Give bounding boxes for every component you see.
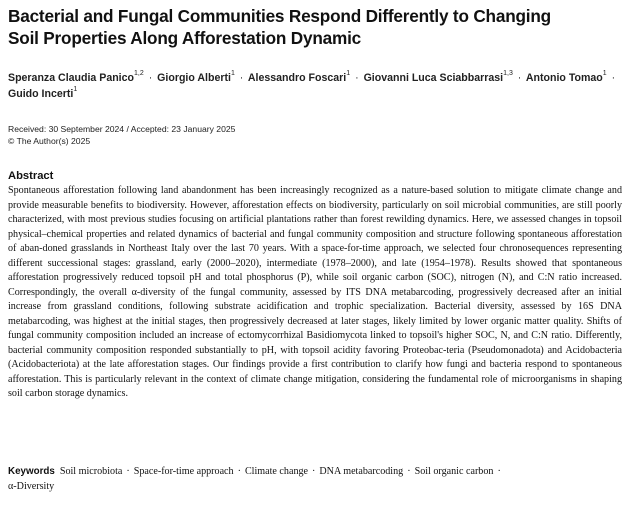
publication-dates xyxy=(8,124,235,147)
author-separator: · xyxy=(611,72,616,84)
author-name: Speranza Claudia Panico xyxy=(8,72,134,84)
keyword: Soil organic carbon xyxy=(414,466,494,477)
title-line: Soil Properties Along Afforestation Dynamic xyxy=(8,28,362,48)
author-affiliation: 1 xyxy=(230,70,235,78)
article-title xyxy=(8,5,623,49)
author-separator: · xyxy=(517,72,522,84)
author-affiliation: 1 xyxy=(73,86,78,94)
copyright-notice: © The Author(s) 2025 xyxy=(8,135,91,146)
author xyxy=(8,88,77,100)
author-name: Giorgio Alberti xyxy=(157,72,231,84)
keyword-separator: · xyxy=(407,466,411,477)
author-separator: · xyxy=(355,72,359,84)
keyword-separator: · xyxy=(497,466,501,477)
author-name: Guido Incerti xyxy=(8,88,74,100)
keyword: α-Diversity xyxy=(8,480,55,492)
author-affiliation: 1 xyxy=(346,70,351,78)
author-affiliation: 1,2 xyxy=(134,70,144,78)
keyword: Soil microbiota xyxy=(59,466,123,477)
author-name: Alessandro Foscari xyxy=(247,72,347,84)
author xyxy=(248,72,350,84)
author xyxy=(8,72,144,84)
abstract-heading: Abstract xyxy=(8,170,54,182)
keyword-separator: · xyxy=(126,466,130,477)
author-affiliation: 1 xyxy=(602,70,607,78)
keyword-separator: · xyxy=(312,466,316,477)
author xyxy=(526,72,607,84)
keyword: DNA metabarcoding xyxy=(319,466,404,477)
keyword-separator: · xyxy=(237,466,241,477)
author xyxy=(157,72,235,84)
author-list xyxy=(8,70,628,102)
received-accepted-dates: Received: 30 September 2024 / Accepted: 23 January 2025 xyxy=(8,124,236,134)
author-name: Giovanni Luca Sciabbarrasi xyxy=(363,72,504,84)
author-separator: · xyxy=(148,72,153,84)
keyword: Climate change xyxy=(244,466,309,477)
author-name: Antonio Tomao xyxy=(525,72,603,84)
keywords-label: Keywords xyxy=(8,466,55,477)
author xyxy=(364,72,513,84)
title-line: Bacterial and Fungal Communities Respond Differently to Changing xyxy=(8,6,551,26)
abstract-text: Spontaneous afforestation following land abandonment has been increasingly recognized as a nature-based solution to mitigate climate change and provide measurable benefits to biodiversity. However, afforestation effects on biodiversity, particularly on soil microbial communities, are still poorly characterized, with most previous studies focusing on artificial plantations rather than forest rewilding dynamics. Here, we assessed changes in topsoil physical–chemical properties and related dynamics of bacterial and fungal community composition and structure following spontaneous afforestation of aban-doned grasslands in Northeast Italy over the last 70 years. With a space-for-time approach, we selected four chronosequences representing different successional stages: grassland, early (2000–2020), intermediate (1978–2000), and late (1954–1978). Results showed that spontaneous afforestation progressively reduced topsoil pH and total phosphorus (P), while soil organic carbon (SOC), nitrogen (N), and C:N ratio increased. Correspondingly, the overall α-diversity of the fungal community, assessed by ITS DNA metabarcoding, progressively decreased after an initial increase from grassland conditions, following substrate acidification and trophic specialization. Bacterial diversity, assessed by 16S DNA metabarcoding, was highest at the initial stages, then progressively decreased at later stages, likely limited by lower organic matter quality. Shifts of fungal community composition included an increase of ectomycorrhizal Basidiomycota linked to topsoil's higher SOC, N, and C:N ratio. Differently, bacterial community composition responded substantially to pH, with topsoil acidity favoring Proteobac-teria (Pseudomonadota) and Acidobacteria (Acidobacteriota) at the late afforestation stages. Our findings provide a first contribution to clarify how fungi and bacteria respond to spontaneous afforestation. This is particularly relevant in the context of climate change mitigation, considering the fundamental role of microorganisms in shaping soil carbon storage dynamics. xyxy=(8,185,622,399)
author-separator: · xyxy=(239,72,244,84)
keyword: Space-for-time approach xyxy=(133,466,234,477)
keywords xyxy=(8,465,622,494)
author-affiliation: 1,3 xyxy=(503,70,513,78)
